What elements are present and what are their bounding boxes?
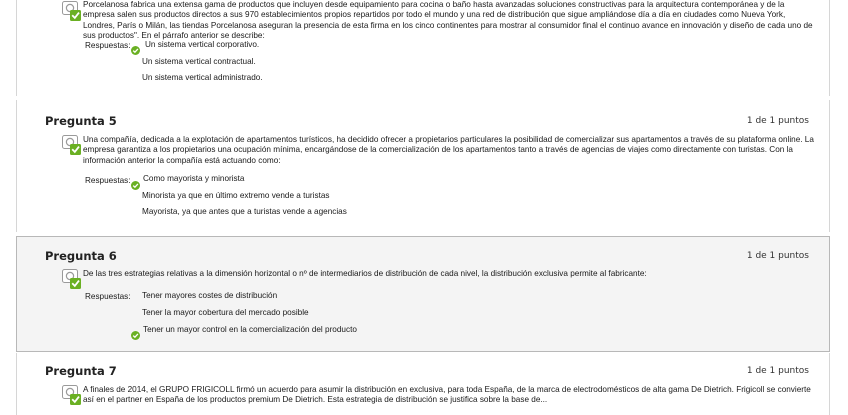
question-title: Pregunta 7 (45, 364, 117, 378)
responses-label: Respuestas: (85, 292, 131, 301)
question-6-block (16, 236, 830, 352)
correct-question-icon (61, 268, 83, 290)
responses-label: Respuestas: (85, 176, 131, 185)
question-6-text: De las tres estrategias relativas a la dimensión horizontal o nº de intermediarios de distribución de cada nivel, la distribución exclusiva permite al fabricante: (83, 269, 647, 278)
answer-option: Minorista ya que en último extremo vende a turistas (142, 191, 330, 200)
question-score: 1 de 1 puntos (746, 116, 809, 126)
question-score: 1 de 1 puntos (746, 251, 809, 261)
question-score: 1 de 1 puntos (746, 366, 809, 376)
question-7-block (16, 353, 830, 415)
correct-question-icon (61, 0, 83, 22)
question-title: Pregunta 6 (45, 249, 117, 263)
question-5-text: Una compañía, dedicada a la explotación de apartamentos turísticos, ha decidido ofrecer a propietarios particulares la posibilidad de comercializar sus apartamentos a través de su plataforma online. La empresa garantiza a los propietarios una ocupación mínima, encargándose de la comercialización de los apartamentos tanto a través de agencias de viajes como directamente con turistas. Con la información anterior la compañía está actuando como: (83, 135, 814, 165)
answer-option: Mayorista, ya que antes que a turistas vende a agencias (142, 207, 347, 216)
answer-option: Tener la mayor cobertura del mercado posible (142, 308, 309, 317)
checkmark-icon (131, 42, 140, 51)
question-4-text: Porcelanosa fabrica una extensa gama de productos que incluyen desde equipamiento para cocina o baño hasta avanzadas soluciones constructivas para la arquitectura contemporánea y de la empresa salen sus productos directos a sus 970 establecimientos propios repartidos por todo el mundo y una red de distribución que sigue ampliándose día a día en ciudades como Nueva York, Londres, París o Milán, las tiendas Porcelanosa aseguran la presencia de esta firma en los cinco continentes para mostrar al consumidor final el continuo avance en innovación y diseño de cada uno de sus productos". En el párrafo anterior se describe: (83, 0, 813, 41)
checkmark-icon (131, 177, 140, 186)
answer-option: Como mayorista y minorista (143, 174, 245, 183)
question-5-block (16, 100, 830, 232)
question-title: Pregunta 5 (45, 114, 117, 128)
answer-option: Tener mayores costes de distribución (142, 291, 278, 300)
answer-option: Un sistema vertical contractual. (142, 57, 256, 66)
responses-label: Respuestas: (85, 41, 131, 50)
checkmark-icon (131, 327, 140, 336)
question-7-text: A finales de 2014, el GRUPO FRIGICOLL firmó un acuerdo para asumir la distribución en exclusiva, para toda España, de la marca de electrodomésticos de alta gama De Dietrich. Frigicoll se convierte así en el partner en España de los productos premium De Dietrich. Esta estrategia de distribución se justifica sobre la base de... (83, 385, 811, 405)
answer-option: Tener un mayor control en la comercialización del producto (143, 325, 357, 334)
correct-question-icon (61, 384, 83, 406)
answer-option: Un sistema vertical corporativo. (145, 40, 260, 49)
answer-option: Un sistema vertical administrado. (142, 73, 263, 82)
question-4-block (16, 0, 830, 96)
correct-question-icon (61, 134, 83, 156)
